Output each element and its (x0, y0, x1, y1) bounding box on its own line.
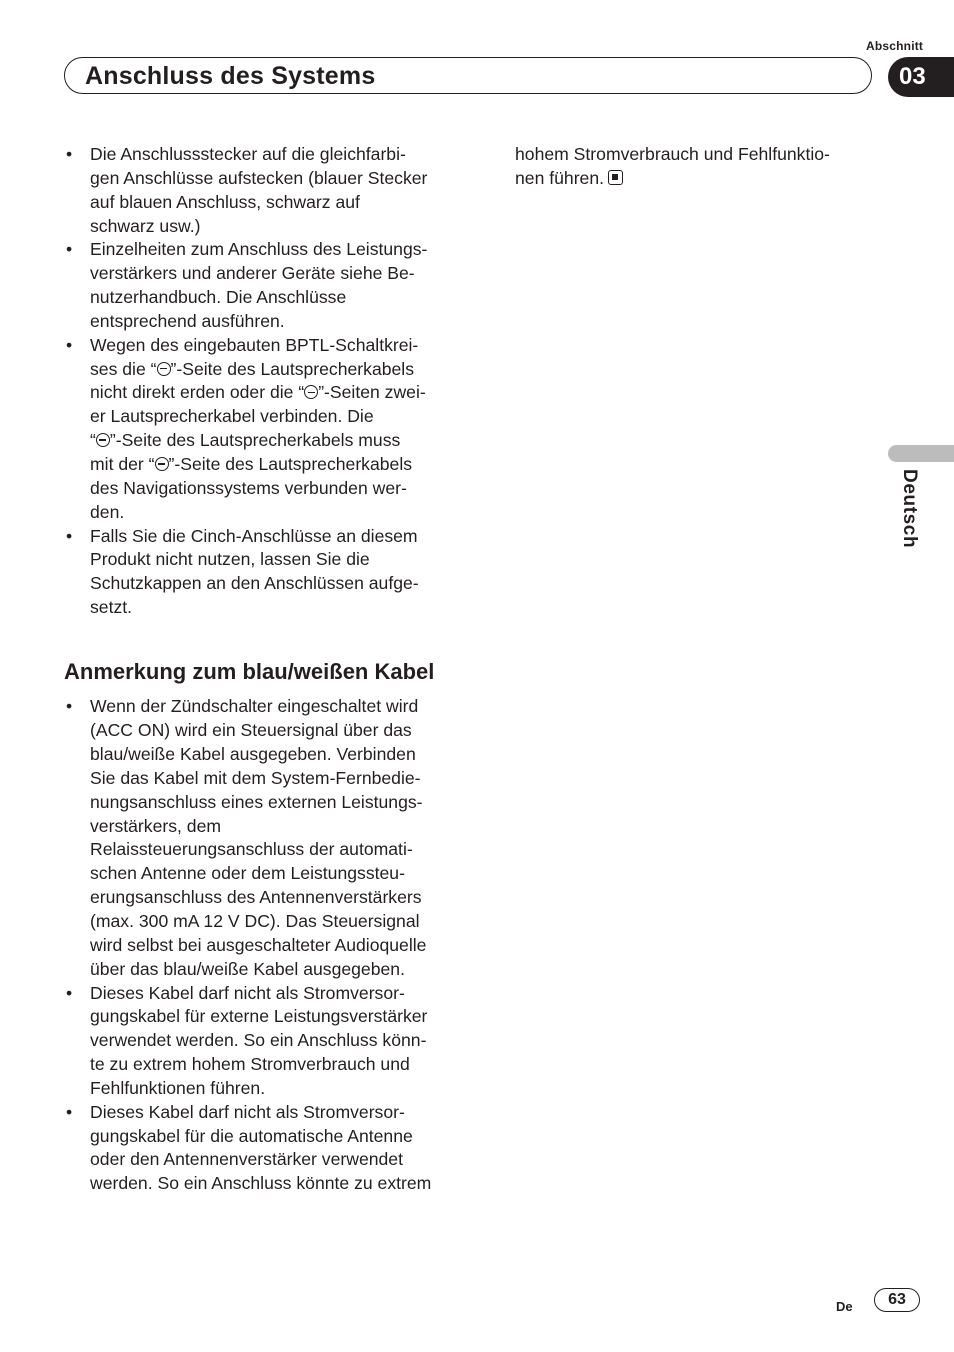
footer-language-code: De (836, 1299, 853, 1314)
right-column (515, 143, 875, 191)
text-fragment: ”-Seiten zwei- (318, 382, 426, 403)
text-line: Relaissteuerungsanschluss der automati- (90, 839, 413, 860)
bullet-list-blue-white-cable (64, 695, 456, 1196)
text-line: verwendet werden. So ein Anschluss könn- (90, 1030, 427, 1051)
list-item (64, 525, 456, 620)
text-line: nutzerhandbuch. Die Anschlüsse (90, 287, 347, 308)
minus-circle-icon (96, 433, 110, 447)
subsection-heading: Anmerkung zum blau/weißen Kabel (64, 658, 435, 684)
section-label: Abschnitt (866, 39, 924, 53)
text-line: gungskabel für externe Leistungsverstärker (90, 1006, 428, 1027)
list-item (64, 982, 456, 1101)
bullet-marker: • (66, 696, 73, 717)
text-line: erungsanschluss des Antennenverstärkers (90, 887, 422, 908)
list-item (64, 334, 456, 525)
text-fragment: “ (90, 430, 96, 451)
text-line: schen Antenne oder dem Leistungssteu- (90, 863, 405, 884)
text-line: gen Anschlüsse aufstecken (blauer Stecker (90, 167, 428, 188)
minus-circle-icon (155, 457, 169, 471)
list-item (64, 238, 456, 333)
text-line: verstärkers und anderer Geräte siehe Be- (90, 263, 415, 284)
text-line (90, 429, 456, 453)
text-line: setzt. (90, 597, 133, 618)
text-line: Sie das Kabel mit dem System-Fernbedie- (90, 767, 421, 788)
text-line: den. (90, 501, 125, 522)
text-line: schwarz usw.) (90, 215, 201, 236)
text-line: entsprechend ausführen. (90, 310, 285, 331)
language-tab-label: Deutsch (899, 469, 920, 549)
bullet-marker: • (66, 144, 73, 164)
bullet-marker: • (66, 1101, 73, 1122)
minus-circle-icon (157, 362, 171, 376)
text-fragment: ses die “ (90, 358, 157, 379)
list-item (64, 695, 456, 981)
text-line: (max. 300 mA 12 V DC). Das Steuersignal (90, 910, 420, 931)
text-line: oder den Antennenverstärker verwendet (90, 1149, 403, 1170)
text-fragment: nen führen. (515, 167, 605, 188)
text-fragment: ”-Seite des Lautsprecherkabels muss (109, 430, 401, 451)
page-title: Anschluss des Systems (85, 62, 376, 90)
bullet-list-connections (64, 143, 456, 620)
text-line (90, 358, 456, 382)
text-line: Produkt nicht nutzen, lassen Sie die (90, 549, 370, 570)
text-line: (ACC ON) wird ein Steuersignal über das (90, 720, 412, 741)
text-line: auf blauen Anschluss, schwarz auf (90, 191, 360, 212)
text-line: blau/weiße Kabel ausgegeben. Verbinden (90, 744, 416, 765)
text-line: Fehlfunktionen führen. (90, 1077, 266, 1098)
text-line: Falls Sie die Cinch-Anschlüsse an diesem (90, 525, 418, 546)
bullet-marker: • (66, 334, 73, 355)
list-item (64, 143, 456, 238)
bullet-marker: • (66, 982, 73, 1003)
text-line (90, 453, 456, 477)
text-fragment: ”-Seite des Lautsprecherkabels (168, 453, 413, 474)
language-tab (888, 445, 954, 462)
text-line: gungskabel für die automatische Antenne (90, 1125, 413, 1146)
text-line: er Lautsprecherkabel verbinden. Die (90, 406, 374, 427)
text-line: werden. So ein Anschluss könnte zu extrem (90, 1173, 432, 1194)
left-column (64, 143, 456, 1196)
minus-circle-icon (304, 385, 318, 399)
text-line: Wenn der Zündschalter eingeschaltet wird (90, 696, 419, 717)
text-line: Wegen des eingebauten BPTL-Schaltkrei- (90, 334, 419, 355)
section-title-bar (64, 57, 872, 94)
text-line: Die Anschlussstecker auf die gleichfarbi- (90, 144, 406, 164)
text-line: verstärkers, dem (90, 815, 222, 836)
end-of-section-icon (608, 170, 623, 185)
text-line: Dieses Kabel darf nicht als Stromversor- (90, 1101, 405, 1122)
list-item (64, 1101, 456, 1196)
text-line: nungsanschluss eines externen Leistungs- (90, 791, 423, 812)
text-fragment: ”-Seite des Lautsprecherkabels (170, 358, 415, 379)
text-fragment: mit der “ (90, 453, 155, 474)
text-line (90, 381, 456, 405)
text-line: Einzelheiten zum Anschluss des Leistungs- (90, 239, 428, 260)
bullet-marker: • (66, 239, 73, 260)
bullet-marker: • (66, 525, 73, 546)
page-number: 63 (874, 1288, 920, 1312)
text-line: te zu extrem hohem Stromverbrauch und (90, 1054, 410, 1075)
text-line: über das blau/weiße Kabel ausgegeben. (90, 958, 405, 979)
text-fragment: nicht direkt erden oder die “ (90, 382, 305, 403)
section-number-badge: 03 (888, 57, 954, 97)
text-line: des Navigationssystems verbunden wer- (90, 477, 407, 498)
text-line: wird selbst bei ausgeschalteter Audioquelle (90, 934, 427, 955)
text-line: Schutzkappen an den Anschlüssen aufge- (90, 573, 419, 594)
text-line (515, 167, 875, 191)
text-line: hohem Stromverbrauch und Fehlfunktio- (515, 144, 830, 164)
text-line: Dieses Kabel darf nicht als Stromversor- (90, 982, 405, 1003)
